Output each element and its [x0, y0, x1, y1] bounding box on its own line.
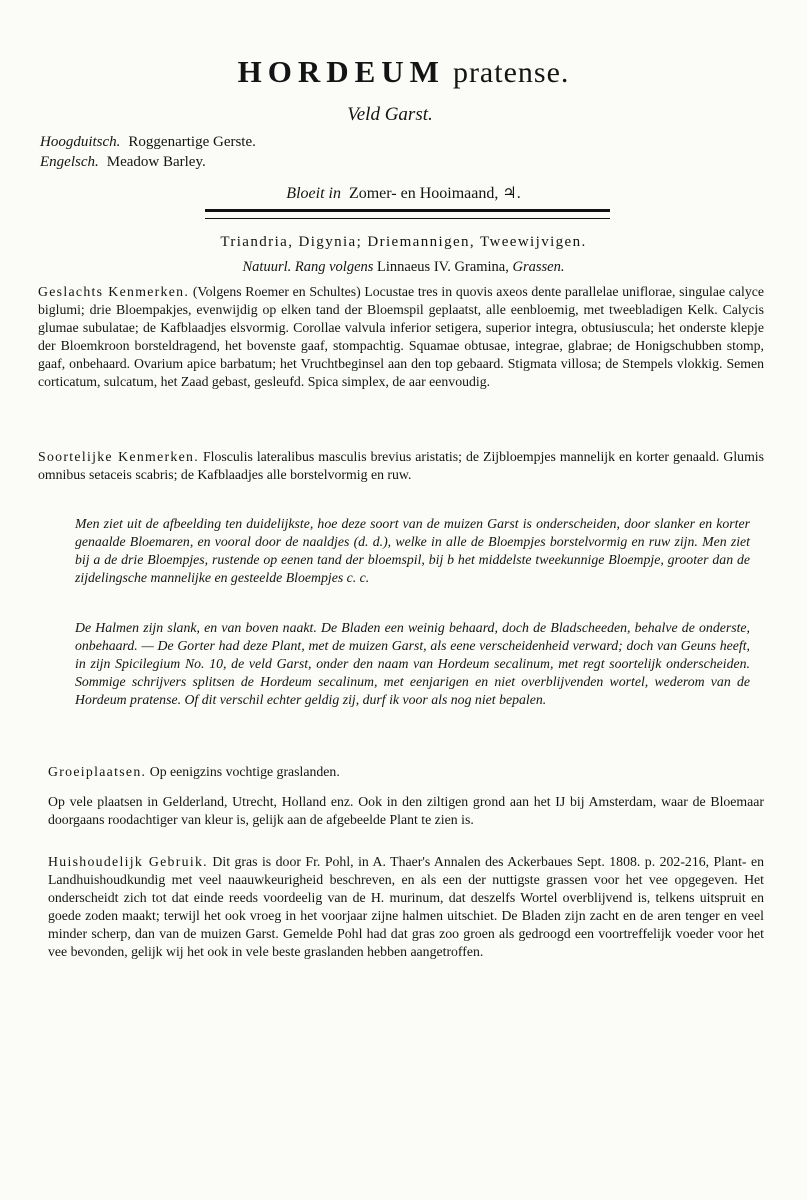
section-text: (Volgens Roemer en Schultes) Locustae tres in quovis axeos dente parallelae uniflorae, singulae calyce biglumi; drie Bloempakjes, evenwijdig op elken tand der Bloemspil geplaatst, alle eenbloemig, met tweebladigen Kelk. Calycis glumae subulatae; de Kafblaadjes elsvormig. Corollae valvula inferior setigera, superior integra, obtusiuscula; het onderste klepje der Bloemkroon borsteldragend, het bovenste gaaf, stompachtig. Squamae obtusae, integrae, glabrae; de Honigschubben stomp, gaaf, onbehaard. Ovarium apice barbatum; het Vruchtbeginsel aan den top gebaard. Stigmata villosa; de Stempels vlokkig. Semen corticatum, sulcatum, het Zaad gebast, gesleufd. Spica simplex, de aar eenvoudig.	[38, 284, 764, 389]
flowering-period	[0, 183, 807, 203]
vernacular-english	[40, 154, 206, 171]
section-heading: Groeiplaatsen.	[48, 764, 147, 779]
page-title	[0, 54, 807, 90]
species-characters	[38, 448, 764, 484]
vernacular-german	[40, 134, 256, 151]
section-text: Flosculis lateralibus masculis brevius aristatis; de Zijbloempjes mannelijk en korter genaald. Glumis omnibus setaceis scabris; de Kafblaadjes alle borstelvormig en ruw.	[38, 449, 764, 482]
vernacular-name: Meadow Barley.	[106, 154, 206, 170]
bloom-months: Zomer- en Hooimaand	[348, 185, 495, 202]
rank-order: Gramina,	[454, 259, 509, 275]
natural-rank	[0, 259, 807, 276]
dutch-common-name: Veld Garst.	[347, 104, 433, 125]
locations: Op vele plaatsen in Gelderland, Utrecht, Holland enz. Ook in den ziltigen grond aan het IJ bij Amsterdam, waar de Bloemaar doorgaans roodachtiger van kleur is, gelijk aan de afgebeelde Plant te zien is.	[48, 794, 764, 827]
habitat	[48, 763, 764, 781]
stem-remark: De Halmen zijn slank, en van boven naakt. De Bladen een weinig behaard, doch de Bladscheeden, behalve de onderste, onbehaard. — De Gorter had deze Plant, met de muizen Garst, als eene verscheidenheid verward; doch van Geuns heeft, in zijn Spicilegium No. 10, de veld Garst, onder den naam van Hordeum secalinum, met regt soortelijk onderscheiden. Sommige schrijvers splitsen de Hordeum secalinum, met eenjarigen en niet overblijvenden wortel, wederom van de Hordeum pratense. Of dit verschil echter geldig zij, durf ik voor als nog niet bepalen.	[75, 620, 750, 707]
economic-use	[48, 853, 764, 961]
genus-characters	[38, 283, 764, 391]
section-heading: Geslachts Kenmerken.	[38, 284, 190, 299]
title-divider	[205, 209, 610, 219]
section-heading: Huishoudelijk Gebruik.	[48, 854, 208, 869]
bloom-label: Bloeit in	[286, 185, 341, 202]
rank-author: Linnaeus IV.	[377, 259, 451, 275]
linnaean-classification: Triandria, Digynia; Driemannigen, Tweewijvigen.	[220, 234, 587, 250]
language-label: Engelsch.	[40, 154, 99, 170]
language-label: Hoogduitsch.	[40, 134, 121, 150]
figure-remark: Men ziet uit de afbeelding ten duidelijkste, hoe deze soort van de muizen Garst is onderscheiden, door slanker en korter genaalde Bloemaren, en vooral door de naaldjes (d. d.), welke in alle de Bloempjes borstelvormig en ruw zijn. Men ziet bij a de drie Bloempjes, rustende op eenen tand der bloemspil, bij b het middelste tweekunnige Bloempje, grooter dan de zijdelingsche mannelijke en gesteelde Bloempjes c. c.	[75, 516, 750, 585]
rank-prefix: Natuurl. Rang volgens	[242, 259, 374, 275]
section-heading: Soortelijke Kenmerken.	[38, 449, 199, 464]
species-name: pratense.	[452, 56, 570, 89]
perennial-symbol: , ♃.	[494, 185, 521, 202]
genus-name: HORDEUM	[237, 54, 445, 89]
rank-dutch: Grassen.	[512, 259, 565, 275]
section-text: Op eenigzins vochtige graslanden.	[149, 764, 340, 779]
section-text: Dit gras is door Fr. Pohl, in A. Thaer's Annalen des Ackerbaues Sept. 1808. p. 202-216, Plant- en Landhuishoudkundig met veel naauwkeurigheid beschreven, en als een der nuttigste grassen voor het vee opgegeven. Het onderscheidt zich tot dat einde reeds voordeelig van de H. murinum, dat deszelfs Wortel overblijvend is, telkens uitspruit en goede zoden maakt; terwijl het ook vroeg in het voorjaar zijne halmen uitschiet. De Bladen zijn zacht en de aren tenger en veel minder scherp, dan van de muizen Garst. Gemelde Pohl had dat gras zoo groen als gedroogd een voortreffelijk voeder voor het vee bevonden, gelijk wij het ook in vele beste graslanden hebben aangetroffen.	[48, 854, 764, 959]
vernacular-name: Roggenartige Gerste.	[128, 134, 256, 150]
